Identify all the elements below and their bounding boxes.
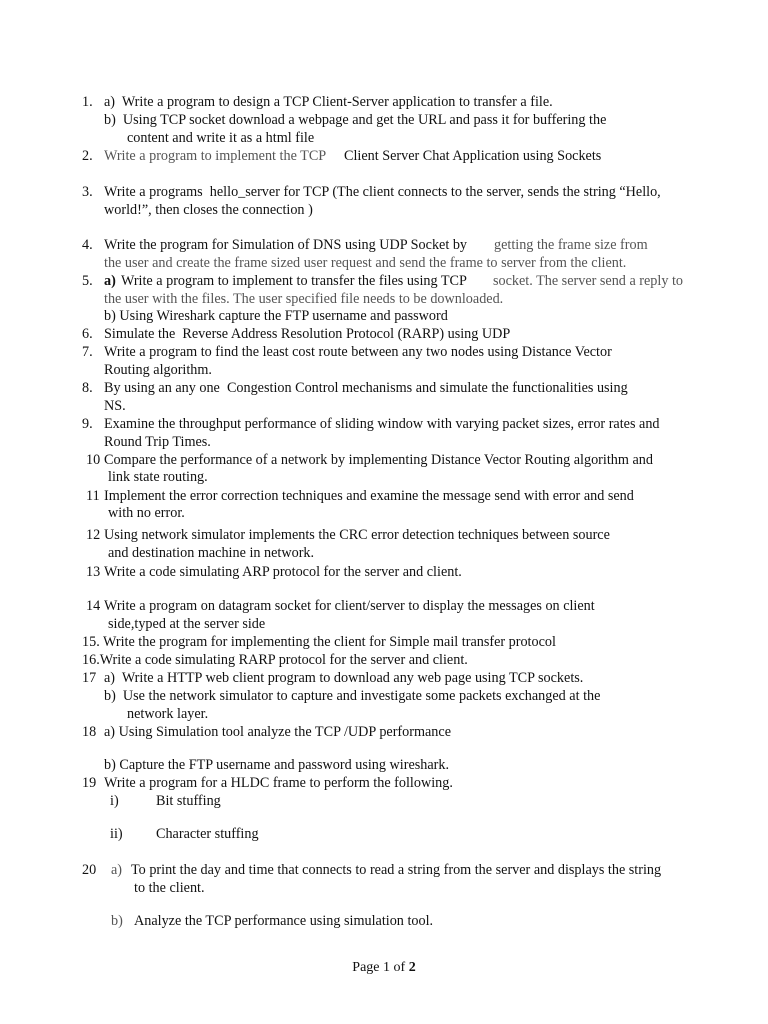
- text-line: 7.: [82, 344, 93, 360]
- text-line: world!”, then closes the connection ): [104, 202, 313, 218]
- text-line: a): [111, 862, 123, 878]
- page-number-prefix: Page 1 of: [352, 960, 409, 975]
- text-line: b) Use the network simulator to capture and investigate some packets exchanged at the: [104, 688, 601, 704]
- text-line: with no error.: [108, 505, 185, 521]
- text-line: NS.: [104, 398, 126, 414]
- page-footer: [0, 960, 768, 976]
- text-line: 6.: [82, 326, 93, 342]
- text-line: Routing algorithm.: [104, 362, 212, 378]
- text-line: link state routing.: [108, 469, 208, 485]
- text-line: 4.: [82, 237, 93, 253]
- text-line: Simulate the Reverse Address Resolution Protocol (RARP) using UDP: [104, 326, 511, 342]
- text-line: Character stuffing: [156, 826, 259, 842]
- text-line: 13: [86, 564, 101, 580]
- text-line: Bit stuffing: [156, 793, 221, 809]
- text-line: and destination machine in network.: [108, 545, 315, 561]
- text-line: 10: [86, 452, 101, 468]
- text-line: 2.: [82, 148, 93, 164]
- text-line: b) Capture the FTP username and password using wireshark.: [104, 757, 450, 773]
- text-line: the user with the files. The user specified file needs to be downloaded.: [104, 291, 504, 307]
- text-line: 3.: [82, 184, 93, 200]
- text-line: 14: [86, 598, 101, 614]
- text-line: content and write it as a html file: [127, 130, 315, 146]
- text-line: To print the day and time that connects to read a string from the server and displays the string: [131, 862, 662, 878]
- text-line: i): [110, 793, 119, 809]
- text-line: side,typed at the server side: [108, 616, 266, 632]
- text-line: By using an any one Congestion Control mechanisms and simulate the functionalities using: [104, 380, 628, 396]
- text-line: 20: [82, 862, 97, 878]
- text-line: b) Using Wireshark capture the FTP username and password: [104, 308, 448, 324]
- text-line: 18: [82, 724, 97, 740]
- text-line: 16.Write a code simulating RARP protocol for the server and client.: [82, 652, 468, 668]
- text-line: network layer.: [127, 706, 209, 722]
- text-line: Write a code simulating ARP protocol for the server and client.: [104, 564, 462, 580]
- text-line: Write a program to implement to transfer the files using TCP: [121, 273, 467, 289]
- text-line: Round Trip Times.: [104, 434, 211, 450]
- text-line: getting the frame size from: [494, 237, 648, 253]
- text-line: Client Server Chat Application using Sockets: [344, 148, 602, 164]
- text-line: Using network simulator implements the CRC error detection techniques between source: [104, 527, 610, 543]
- text-line: 19: [82, 775, 97, 791]
- text-line: a) Write a program to design a TCP Client-Server application to transfer a file.: [104, 94, 553, 110]
- text-line: 1.: [82, 94, 93, 110]
- text-line: a) Write a HTTP web client program to download any web page using TCP sockets.: [104, 670, 584, 686]
- text-line: Write a programs hello_server for TCP (The client connects to the server, sends the string “Hello,: [104, 184, 661, 200]
- text-line: Write a program for a HLDC frame to perform the following.: [104, 775, 453, 791]
- text-line: Implement the error correction techniques and examine the message send with error and send: [104, 488, 634, 504]
- text-line: 9.: [82, 416, 93, 432]
- text-line: Examine the throughput performance of sliding window with varying packet sizes, error rates and: [104, 416, 660, 432]
- text-line: a) Using Simulation tool analyze the TCP /UDP performance: [104, 724, 451, 740]
- text-line: Write a program on datagram socket for client/server to display the messages on client: [104, 598, 595, 614]
- text-line: to the client.: [134, 880, 205, 896]
- text-line: Compare the performance of a network by implementing Distance Vector Routing algorithm and: [104, 452, 653, 468]
- text-line: 12: [86, 527, 101, 543]
- text-line: Write the program for Simulation of DNS using UDP Socket by: [104, 237, 468, 253]
- text-line: b): [111, 913, 123, 929]
- text-line: 17: [82, 670, 97, 686]
- text-line: 11: [86, 488, 100, 504]
- text-line: Write a program to find the least cost route between any two nodes using Distance Vector: [104, 344, 612, 360]
- text-line: 5.: [82, 273, 93, 289]
- text-line: ii): [110, 826, 123, 842]
- text-line: 8.: [82, 380, 93, 396]
- text-line: 15. Write the program for implementing the client for Simple mail transfer protocol: [82, 634, 556, 650]
- text-line: socket. The server send a reply to: [493, 273, 684, 289]
- text-line: Analyze the TCP performance using simulation tool.: [134, 913, 434, 929]
- text-line: b) Using TCP socket download a webpage and get the URL and pass it for buffering the: [104, 112, 607, 128]
- page-total: 2: [408, 960, 416, 975]
- text-line: the user and create the frame sized user request and send the frame to server from the client.: [104, 255, 627, 271]
- text-line: a): [104, 273, 116, 289]
- text-line: Write a program to implement the TCP: [104, 148, 327, 164]
